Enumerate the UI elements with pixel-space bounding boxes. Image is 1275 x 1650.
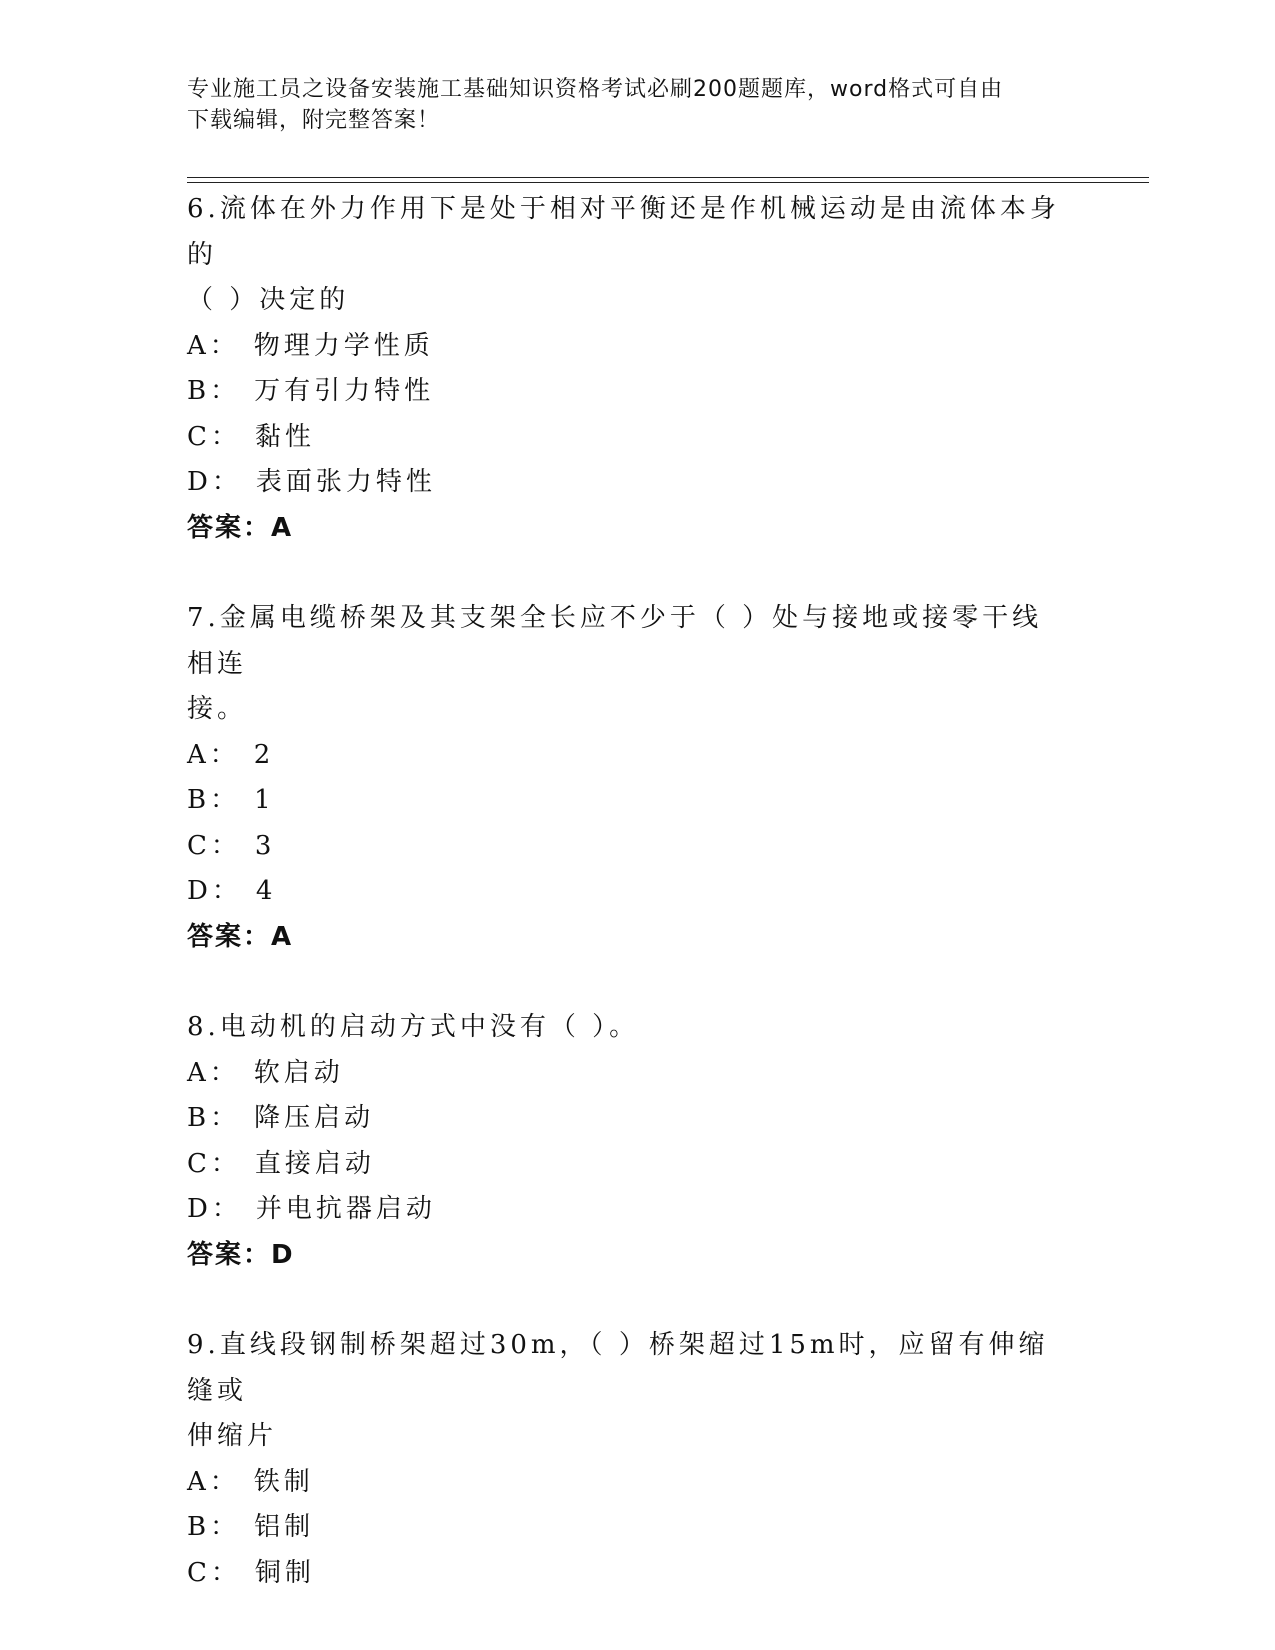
document-header xyxy=(187,74,1087,136)
question-number: 8. xyxy=(187,1012,220,1042)
option-text: 降压启动 xyxy=(254,1103,375,1133)
question-line-1: 直线段钢制桥架超过30m，（ ）桥架超过15m时，应留有伸缩缝或 xyxy=(187,1330,1049,1406)
option-text: 物理力学性质 xyxy=(253,330,434,361)
option-text: 4 xyxy=(255,876,277,906)
header-rule-top xyxy=(187,177,1149,178)
option-text: 铜制 xyxy=(254,1557,315,1588)
header-line-2: 下载编辑，附完整答案！ xyxy=(187,108,441,133)
question-number: 9. xyxy=(187,1330,220,1360)
question-line-2: 接。 xyxy=(187,694,248,724)
option-key: B： xyxy=(187,376,241,406)
option-a xyxy=(187,1051,1087,1097)
option-key: C： xyxy=(187,830,241,861)
question-text xyxy=(187,596,1067,687)
answer-line: 答案：A xyxy=(187,921,294,952)
option-text: 铝制 xyxy=(254,1512,315,1542)
option-text: 并电抗器启动 xyxy=(255,1194,436,1224)
option-a xyxy=(187,1460,1087,1506)
question-7 xyxy=(187,596,1087,960)
option-b xyxy=(187,1505,1087,1551)
option-key: C： xyxy=(187,1148,241,1179)
option-a xyxy=(187,733,1087,779)
answer-line: 答案：D xyxy=(187,1239,295,1270)
question-9 xyxy=(187,1323,1087,1596)
option-text: 万有引力特性 xyxy=(254,376,435,406)
option-text: 3 xyxy=(254,830,276,861)
option-key: C： xyxy=(187,1557,241,1588)
option-c xyxy=(187,824,1087,870)
option-b xyxy=(187,1096,1087,1142)
question-text xyxy=(187,187,1067,278)
question-list xyxy=(187,187,1087,1641)
question-line-2: 伸缩片 xyxy=(187,1421,278,1451)
option-text: 铁制 xyxy=(253,1466,314,1497)
option-key: A： xyxy=(187,739,240,770)
option-text: 直接启动 xyxy=(254,1148,375,1179)
option-key: D： xyxy=(187,876,242,906)
question-number: 7. xyxy=(187,603,220,633)
header-line-1: 专业施工员之设备安装施工基础知识资格考试必刷200题题库，word格式可自由 xyxy=(187,77,1004,102)
option-c xyxy=(187,1142,1087,1188)
option-c xyxy=(187,415,1087,461)
option-key: B： xyxy=(187,1103,241,1133)
option-text: 2 xyxy=(253,739,275,770)
answer-line: 答案：A xyxy=(187,512,294,543)
option-text: 1 xyxy=(254,785,275,815)
option-a xyxy=(187,324,1087,370)
option-key: A： xyxy=(187,330,240,361)
header-rule-bottom xyxy=(187,182,1149,183)
option-key: A： xyxy=(187,1466,240,1497)
option-b xyxy=(187,369,1087,415)
question-text xyxy=(187,1323,1067,1414)
question-line-1: 电动机的启动方式中没有（ ）。 xyxy=(219,1012,640,1042)
question-6 xyxy=(187,187,1087,551)
option-d xyxy=(187,869,1087,915)
option-key: B： xyxy=(187,785,241,815)
option-text: 黏性 xyxy=(254,421,315,452)
option-c xyxy=(187,1551,1087,1597)
option-key: B： xyxy=(187,1512,241,1542)
option-key: D： xyxy=(187,1194,242,1224)
question-line-1: 金属电缆桥架及其支架全长应不少于（ ）处与接地或接零干线相连 xyxy=(187,603,1043,679)
question-line-1: 流体在外力作用下是处于相对平衡还是作机械运动是由流体本身的 xyxy=(187,194,1060,270)
option-text: 表面张力特性 xyxy=(255,467,436,497)
option-text: 软启动 xyxy=(253,1057,344,1088)
option-b xyxy=(187,778,1087,824)
option-key: C： xyxy=(187,421,241,452)
option-d xyxy=(187,1187,1087,1233)
question-number: 6. xyxy=(187,194,220,224)
option-key: D： xyxy=(187,467,242,497)
question-8 xyxy=(187,1005,1087,1278)
question-text xyxy=(187,1005,1067,1051)
question-line-2: （ ）决定的 xyxy=(187,285,350,315)
option-d xyxy=(187,460,1087,506)
option-key: A： xyxy=(187,1057,240,1088)
